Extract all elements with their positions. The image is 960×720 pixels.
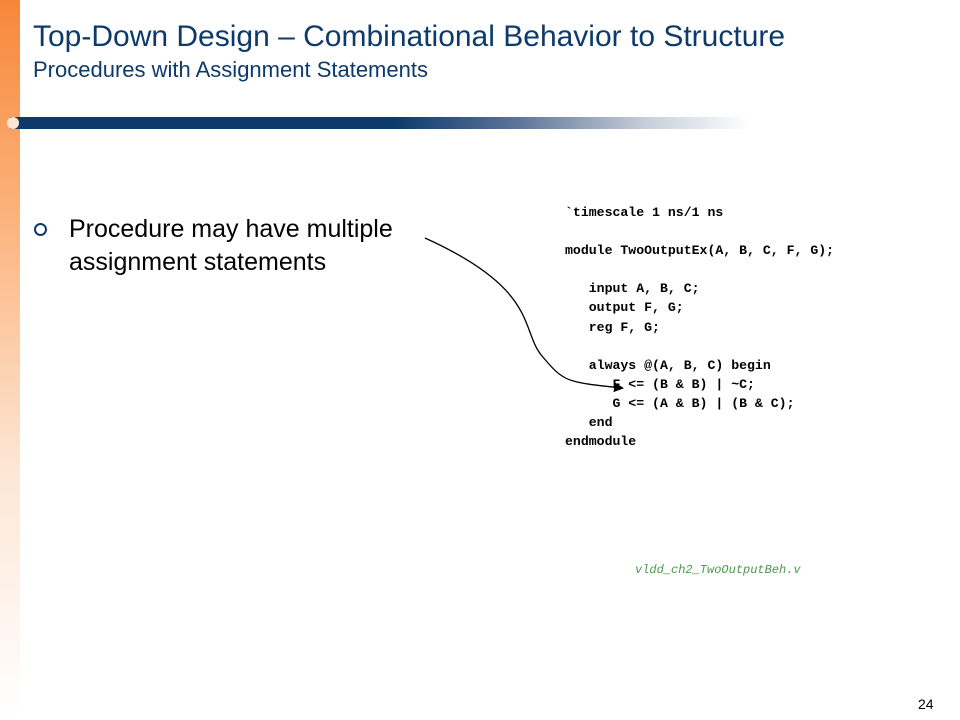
code-line: input A, B, C; [565,281,700,297]
code-line: end [565,415,613,431]
bullet-circle-icon [34,223,47,236]
code-line: always @(A, B, C) begin [565,357,771,373]
source-filename: vldd_ch2_TwoOutputBeh.v [635,563,801,577]
title-divider [10,117,750,129]
page-number: 24 [918,696,934,712]
code-line [565,222,834,241]
code-line [565,337,834,356]
title-divider-cap [7,117,19,129]
code-line: module TwoOutputEx(A, B, C, F, G); [565,243,835,259]
slide-subtitle: Procedures with Assignment Statements [33,57,428,82]
code-line: F <= (B & B) | ~C; [565,376,755,392]
code-line: `timescale 1 ns/1 ns [565,205,724,220]
left-accent-bar [0,0,20,720]
slide-title: Top-Down Design – Combinational Behavior to Structure [33,20,786,53]
code-line: G <= (A & B) | (B & C); [565,395,795,411]
code-line: output F, G; [565,300,684,316]
code-block [565,203,834,451]
bullet-text: Procedure may have multiple assignment statements [69,215,393,276]
code-line: endmodule [565,434,637,450]
code-line [565,260,834,279]
code-line: reg F, G; [565,319,660,335]
